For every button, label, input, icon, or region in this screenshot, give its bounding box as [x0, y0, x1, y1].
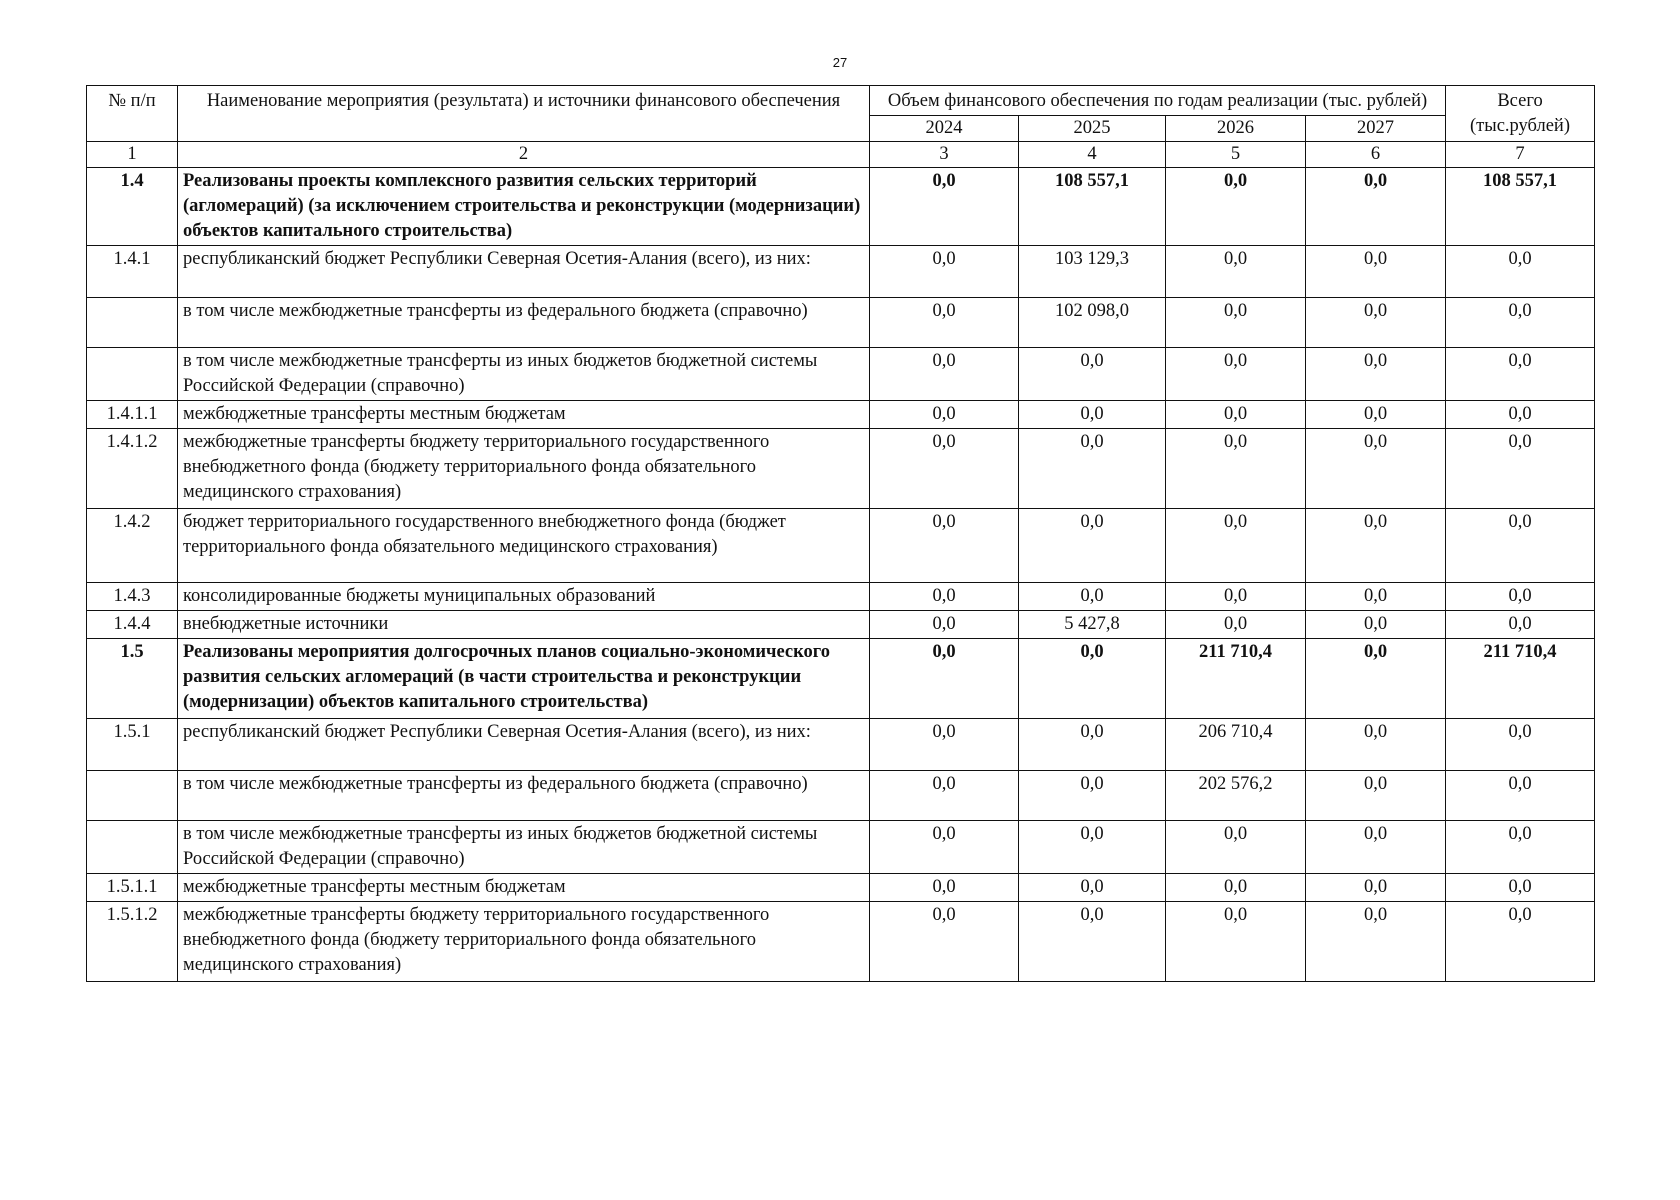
header-total: Всего (тыс.рублей) — [1446, 86, 1595, 142]
table-body — [87, 168, 1595, 982]
value-total: 0,0 — [1446, 401, 1595, 429]
value-total: 0,0 — [1446, 821, 1595, 874]
value-2024: 0,0 — [870, 611, 1019, 639]
header-volume: Объем финансового обеспечения по годам реализации (тыс. рублей) — [870, 86, 1446, 116]
row-name: консолидированные бюджеты муниципальных образований — [178, 583, 870, 611]
table-row — [87, 168, 1595, 246]
value-2025: 0,0 — [1019, 583, 1166, 611]
value-total: 0,0 — [1446, 246, 1595, 298]
column-number: 4 — [1019, 142, 1166, 168]
row-name: Реализованы проекты комплексного развития сельских территорий (агломераций) (за исключением строительства и реконструкции (модернизации) объектов капитального строительства) — [178, 168, 870, 246]
row-number: 1.4.3 — [87, 583, 178, 611]
value-2027: 0,0 — [1306, 429, 1446, 509]
value-2025: 0,0 — [1019, 401, 1166, 429]
table-row — [87, 611, 1595, 639]
value-2027: 0,0 — [1306, 168, 1446, 246]
value-2025: 108 557,1 — [1019, 168, 1166, 246]
value-2026: 0,0 — [1166, 168, 1306, 246]
value-2025: 103 129,3 — [1019, 246, 1166, 298]
value-2026: 0,0 — [1166, 874, 1306, 902]
header-num: № п/п — [87, 86, 178, 142]
page-number: 27 — [832, 55, 848, 70]
value-total: 0,0 — [1446, 902, 1595, 982]
value-2027: 0,0 — [1306, 639, 1446, 719]
row-name: республиканский бюджет Республики Северная Осетия-Алания (всего), из них: — [178, 246, 870, 298]
row-name: бюджет территориального государственного внебюджетного фонда (бюджет территориального фонда обязательного медицинского страхования) — [178, 509, 870, 583]
row-number: 1.5.1.1 — [87, 874, 178, 902]
row-number — [87, 771, 178, 821]
column-number: 6 — [1306, 142, 1446, 168]
header-year: 2025 — [1019, 116, 1166, 142]
row-number: 1.4 — [87, 168, 178, 246]
value-2026: 0,0 — [1166, 429, 1306, 509]
value-2027: 0,0 — [1306, 611, 1446, 639]
value-2027: 0,0 — [1306, 246, 1446, 298]
table-row — [87, 401, 1595, 429]
value-total: 0,0 — [1446, 429, 1595, 509]
value-2026: 202 576,2 — [1166, 771, 1306, 821]
row-number: 1.5 — [87, 639, 178, 719]
value-total: 108 557,1 — [1446, 168, 1595, 246]
row-name: Реализованы мероприятия долгосрочных планов социально-экономического развития сельских агломераций (в части строительства и реконструкции (модернизации) объектов капитального строительства) — [178, 639, 870, 719]
row-number: 1.4.4 — [87, 611, 178, 639]
column-numbers-row — [87, 142, 1595, 168]
table-header — [87, 86, 1595, 168]
row-number: 1.5.1.2 — [87, 902, 178, 982]
value-2025: 0,0 — [1019, 719, 1166, 771]
table-row — [87, 874, 1595, 902]
column-number: 5 — [1166, 142, 1306, 168]
table-row — [87, 821, 1595, 874]
table-row — [87, 902, 1595, 982]
value-2024: 0,0 — [870, 246, 1019, 298]
value-2025: 0,0 — [1019, 874, 1166, 902]
column-number: 2 — [178, 142, 870, 168]
table-row — [87, 298, 1595, 348]
value-total: 211 710,4 — [1446, 639, 1595, 719]
table-row — [87, 639, 1595, 719]
value-2027: 0,0 — [1306, 719, 1446, 771]
value-2024: 0,0 — [870, 298, 1019, 348]
table-row — [87, 348, 1595, 401]
finance-table — [86, 85, 1595, 982]
value-2024: 0,0 — [870, 719, 1019, 771]
value-2026: 206 710,4 — [1166, 719, 1306, 771]
row-number: 1.4.1.1 — [87, 401, 178, 429]
row-name: в том числе межбюджетные трансферты из федерального бюджета (справочно) — [178, 298, 870, 348]
value-2026: 0,0 — [1166, 401, 1306, 429]
value-total: 0,0 — [1446, 771, 1595, 821]
value-2027: 0,0 — [1306, 771, 1446, 821]
row-name: межбюджетные трансферты бюджету территориального государственного внебюджетного фонда (бюджету территориального фонда обязательного медицинского страхования) — [178, 902, 870, 982]
value-2026: 0,0 — [1166, 902, 1306, 982]
column-number: 3 — [870, 142, 1019, 168]
value-2024: 0,0 — [870, 771, 1019, 821]
value-2025: 0,0 — [1019, 429, 1166, 509]
value-2025: 0,0 — [1019, 509, 1166, 583]
value-2027: 0,0 — [1306, 298, 1446, 348]
table-row — [87, 583, 1595, 611]
table-row — [87, 246, 1595, 298]
value-2025: 0,0 — [1019, 771, 1166, 821]
value-total: 0,0 — [1446, 348, 1595, 401]
value-2025: 0,0 — [1019, 639, 1166, 719]
value-2025: 5 427,8 — [1019, 611, 1166, 639]
value-2027: 0,0 — [1306, 583, 1446, 611]
value-2024: 0,0 — [870, 348, 1019, 401]
table-row — [87, 509, 1595, 583]
value-2026: 0,0 — [1166, 509, 1306, 583]
table-row — [87, 771, 1595, 821]
row-name: межбюджетные трансферты местным бюджетам — [178, 874, 870, 902]
row-number: 1.4.1.2 — [87, 429, 178, 509]
row-number: 1.4.1 — [87, 246, 178, 298]
value-total: 0,0 — [1446, 583, 1595, 611]
header-year: 2027 — [1306, 116, 1446, 142]
row-name: в том числе межбюджетные трансферты из иных бюджетов бюджетной системы Российской Федерации (справочно) — [178, 348, 870, 401]
value-2026: 0,0 — [1166, 611, 1306, 639]
value-2027: 0,0 — [1306, 348, 1446, 401]
row-number: 1.4.2 — [87, 509, 178, 583]
value-2024: 0,0 — [870, 429, 1019, 509]
row-number — [87, 348, 178, 401]
row-name: в том числе межбюджетные трансферты из федерального бюджета (справочно) — [178, 771, 870, 821]
value-2024: 0,0 — [870, 583, 1019, 611]
value-2027: 0,0 — [1306, 821, 1446, 874]
value-2024: 0,0 — [870, 401, 1019, 429]
value-total: 0,0 — [1446, 719, 1595, 771]
value-2027: 0,0 — [1306, 874, 1446, 902]
column-number: 7 — [1446, 142, 1595, 168]
value-total: 0,0 — [1446, 874, 1595, 902]
row-number: 1.5.1 — [87, 719, 178, 771]
value-2024: 0,0 — [870, 509, 1019, 583]
row-name: межбюджетные трансферты местным бюджетам — [178, 401, 870, 429]
value-2024: 0,0 — [870, 902, 1019, 982]
value-2025: 0,0 — [1019, 348, 1166, 401]
column-number: 1 — [87, 142, 178, 168]
value-2024: 0,0 — [870, 874, 1019, 902]
row-number — [87, 821, 178, 874]
value-2024: 0,0 — [870, 821, 1019, 874]
value-2026: 0,0 — [1166, 298, 1306, 348]
value-2026: 0,0 — [1166, 246, 1306, 298]
header-year: 2024 — [870, 116, 1019, 142]
header-year: 2026 — [1166, 116, 1306, 142]
value-2027: 0,0 — [1306, 509, 1446, 583]
value-2025: 0,0 — [1019, 821, 1166, 874]
row-name: внебюджетные источники — [178, 611, 870, 639]
value-2024: 0,0 — [870, 639, 1019, 719]
row-name: в том числе межбюджетные трансферты из иных бюджетов бюджетной системы Российской Федерации (справочно) — [178, 821, 870, 874]
value-total: 0,0 — [1446, 298, 1595, 348]
row-number — [87, 298, 178, 348]
value-total: 0,0 — [1446, 611, 1595, 639]
row-name: республиканский бюджет Республики Северная Осетия-Алания (всего), из них: — [178, 719, 870, 771]
value-2025: 0,0 — [1019, 902, 1166, 982]
table-row — [87, 429, 1595, 509]
value-2026: 0,0 — [1166, 348, 1306, 401]
table-row — [87, 719, 1595, 771]
header-name: Наименование мероприятия (результата) и источники финансового обеспечения — [178, 86, 870, 142]
value-2026: 0,0 — [1166, 821, 1306, 874]
value-2024: 0,0 — [870, 168, 1019, 246]
value-2027: 0,0 — [1306, 902, 1446, 982]
value-total: 0,0 — [1446, 509, 1595, 583]
value-2026: 211 710,4 — [1166, 639, 1306, 719]
value-2025: 102 098,0 — [1019, 298, 1166, 348]
value-2027: 0,0 — [1306, 401, 1446, 429]
value-2026: 0,0 — [1166, 583, 1306, 611]
row-name: межбюджетные трансферты бюджету территориального государственного внебюджетного фонда (бюджету территориального фонда обязательного медицинского страхования) — [178, 429, 870, 509]
